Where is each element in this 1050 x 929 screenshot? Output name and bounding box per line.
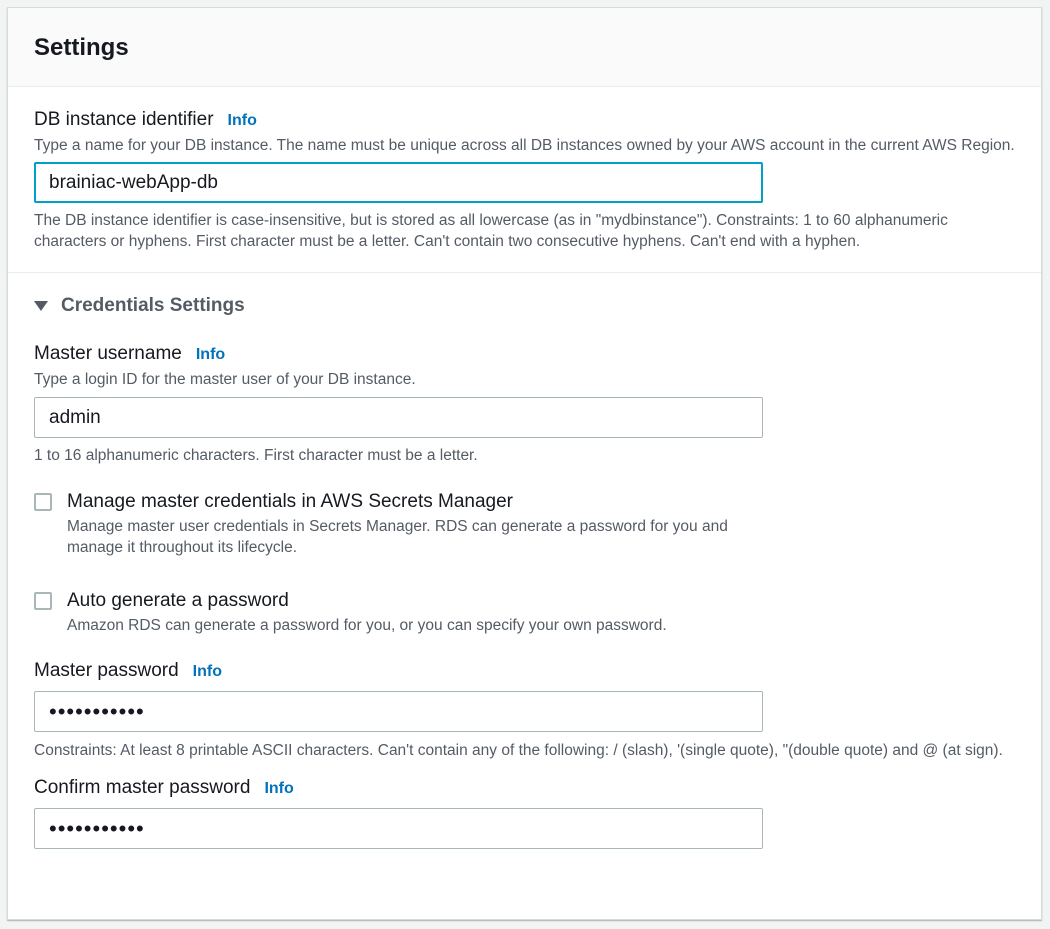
confirm-password-input[interactable] [34, 808, 763, 849]
credentials-section [8, 273, 1041, 849]
master-password-info-link[interactable]: Info [192, 663, 222, 680]
db-identifier-input[interactable] [34, 162, 763, 203]
db-identifier-label: DB instance identifier [34, 109, 214, 130]
master-password-input[interactable] [34, 691, 763, 732]
secrets-manager-description: Manage master user credentials in Secrets Manager. RDS can generate a password for you and manage it throughout its lifecycle. [67, 518, 728, 556]
db-identifier-info-link[interactable]: Info [227, 112, 257, 129]
secrets-manager-checkbox[interactable] [34, 493, 52, 511]
credentials-expander[interactable] [34, 295, 1015, 317]
master-username-description: Type a login ID for the master user of your DB instance. [34, 371, 416, 388]
settings-panel [7, 7, 1042, 920]
master-username-label: Master username [34, 343, 182, 364]
auto-generate-checkbox[interactable] [34, 592, 52, 610]
panel-title: Settings [34, 34, 129, 61]
confirm-password-info-link[interactable]: Info [264, 780, 294, 797]
master-username-constraint: 1 to 16 alphanumeric characters. First character must be a letter. [34, 447, 478, 464]
caret-down-icon [34, 301, 48, 311]
auto-generate-description: Amazon RDS can generate a password for you, or you can specify your own password. [67, 617, 667, 634]
master-password-constraint: Constraints: At least 8 printable ASCII characters. Can't contain any of the following: / (slash), '(single quote), "(double quote) and @ (at sign). [34, 742, 1003, 759]
db-identifier-section [8, 87, 1041, 272]
secrets-manager-label: Manage master credentials in AWS Secrets Manager [67, 491, 513, 512]
panel-header [8, 8, 1041, 87]
master-username-info-link[interactable]: Info [195, 346, 226, 363]
db-identifier-constraint: The DB instance identifier is case-insensitive, but is stored as all lowercase (as in "mydbinstance"). Constraints: 1 to 60 alphanumeric characters or hyphens. First character must be a letter. Can't contain two consecutive hyphens. Can't end with a hyphen. [34, 212, 948, 250]
db-identifier-description: Type a name for your DB instance. The name must be unique across all DB instances owned by your AWS account in the current AWS Region. [34, 137, 1015, 154]
master-username-input[interactable] [34, 397, 763, 438]
confirm-password-label: Confirm master password [34, 777, 251, 798]
master-password-label: Master password [34, 660, 179, 681]
auto-generate-label: Auto generate a password [67, 590, 289, 611]
credentials-section-label: Credentials Settings [61, 295, 245, 316]
